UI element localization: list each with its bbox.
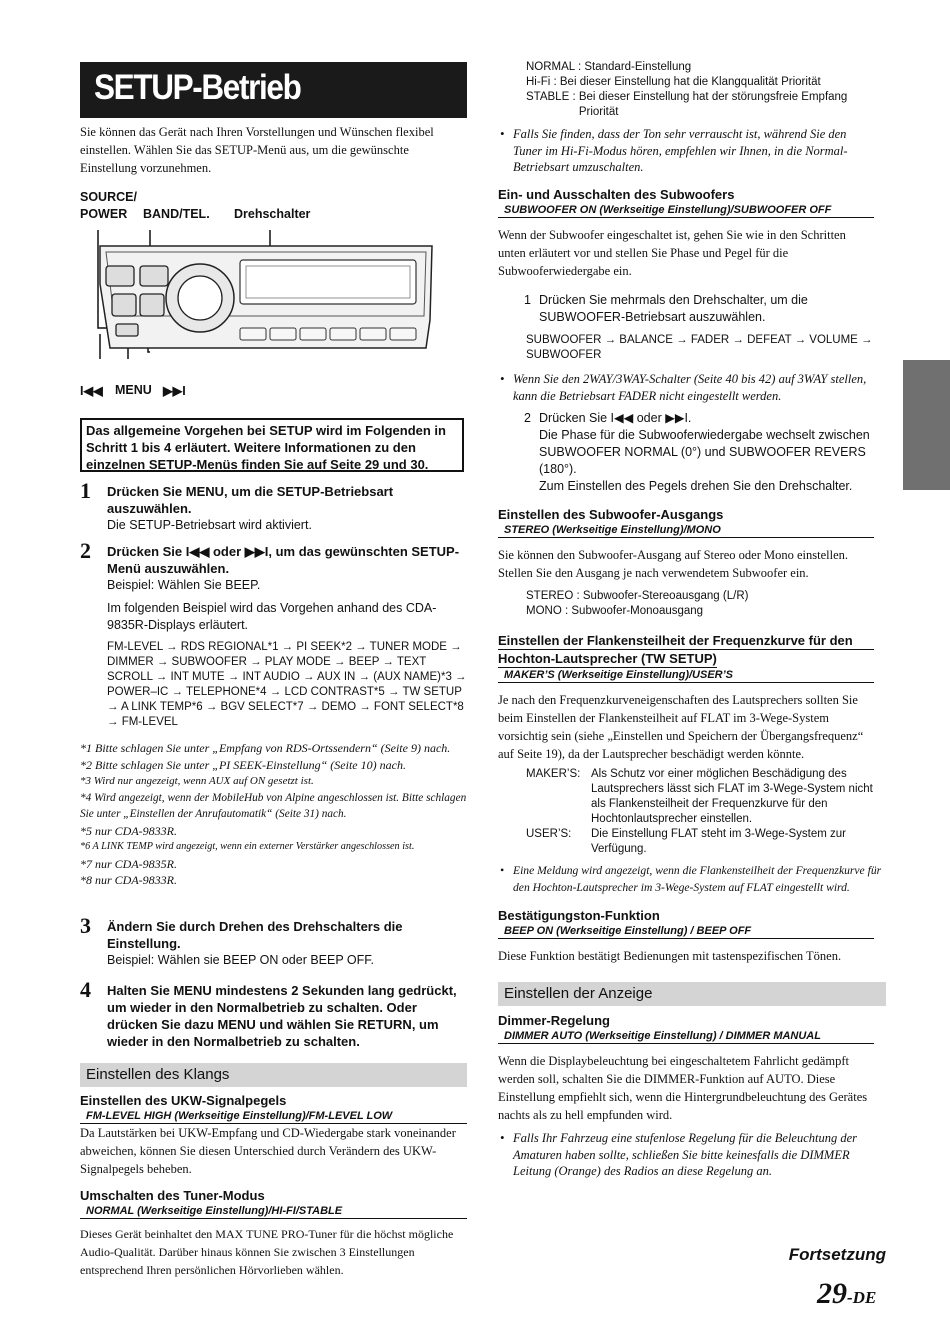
step-1-number: 1 [80, 478, 91, 503]
dimmer-subheading: DIMMER AUTO (Werkseitige Einstellung) / DIMMER MANUAL [498, 1029, 874, 1044]
ukw-body: Da Lautstärken bei UKW-Empfang und CD-Wiedergabe stark voneinander abweichen, können Sie diesen Unterschied durch Verändern des UKW-Signalpegels beheben. [80, 1126, 456, 1176]
step-2-body: Beispiel: Wählen Sie BEEP. [107, 578, 261, 592]
tw-options [526, 767, 886, 857]
step-2-number: 2 [80, 538, 91, 563]
tuner-body: Dieses Gerät beinhaltet den MAX TUNE PRO-Tuner für die höchst mögliche Audio-Qualität. Darüber hinaus können Sie zwischen 3 Einstellungen entsprechend Ihren persönlichen Hörvorlieben wählen. [80, 1227, 454, 1277]
dimmer-note: • Falls Ihr Fahrzeug eine stufenlose Regelung für die Beleuchtung der Amaturen haben sollte, schließen Sie bitte keinesfalls die DIMMER Leitung (Orange) des Radios an diese Regelung an. [500, 1130, 878, 1180]
label-menu: MENU [115, 383, 152, 397]
mode-stable-value: Bei dieser Einstellung hat der störungsfreie Empfang Priorität [578, 91, 848, 118]
mode-normal-value: Standard-Einstellung [584, 61, 692, 73]
tw-users-value: Die Einstellung FLAT steht im 3-Wege-System zur Verfügung. [591, 828, 847, 855]
output-heading: Einstellen des Subwoofer-Ausgangs [498, 507, 724, 522]
step-4-heading: Halten Sie MENU mindestens 2 Sekunden lang gedrückt, um wieder in den Normalbetrieb zu schalten. Oder drücken Sie dazu MENU und wählen Sie RETURN, um wieder in den Normalbetrieb zu schalten. [107, 983, 457, 1049]
output-stereo-key: STEREO : [526, 590, 580, 602]
footnote-2: *2 Bitte schlagen Sie unter „PI SEEK-Einstellung“ (Seite 10) nach. [80, 757, 406, 772]
mode-hifi-key: Hi-Fi : [526, 76, 557, 88]
mode-note-text: Falls Sie finden, dass der Ton sehr verrauscht ist, während Sie den Tuner im Hi-Fi-Modus hören, empfehlen wir Ihnen, in die Normal-Betriebsart umzuschalten. [513, 127, 848, 174]
step-2-extra: Im folgenden Beispiel wird das Vorgehen anhand des CDA-9835R-Displays erläutert. [107, 601, 437, 632]
tuner-subheading: NORMAL (Werkseitige Einstellung)/HI-FI/STABLE [80, 1204, 467, 1219]
step-4-number: 4 [80, 977, 91, 1002]
subwoofer-body: Wenn der Subwoofer eingeschaltet ist, gehen Sie wie in den Schritten unten erläutert vor und stellen Sie Phase und Pegel für die Subwooferwiedergabe ein. [498, 228, 846, 278]
tuner-modes [526, 60, 876, 120]
output-mono-value: Subwoofer-Monoausgang [571, 605, 704, 617]
footnote-8: *8 nur CDA-9833R. [80, 873, 177, 887]
mode-hifi-value: Bei dieser Einstellung hat die Klangqualität Priorität [559, 76, 821, 88]
ukw-heading: Einstellen des UKW-Signalpegels [80, 1093, 287, 1108]
step-2-heading: Drücken Sie I◀◀ oder ▶▶I, um das gewünschten SETUP-Menü auszuwählen. [107, 544, 460, 576]
tw-makers-key: MAKER’S: [526, 768, 581, 780]
tw-note: • Eine Meldung wird angezeigt, wenn die Flankensteilheit der Frequenzkurve für den Hochton-Lautsprecher im 3-Wege-System auf FLAT eingestellt wird. [500, 863, 885, 896]
beep-subheading: BEEP ON (Werkseitige Einstellung) / BEEP OFF [498, 924, 874, 939]
label-power: POWER [80, 207, 128, 221]
mode-stable-key: STABLE : [526, 91, 576, 103]
intro-text: Sie können das Gerät nach Ihren Vorstellungen und Wünschen flexibel einstellen. Wählen Sie das SETUP-Menü aus, um die gewünschte Einstellung vorzunehmen. [80, 125, 434, 175]
subwoofer-note: • Wenn Sie den 2WAY/3WAY-Schalter (Seite 40 bis 42) auf 3WAY stellen, kann die Betriebsart FADER nicht eingestellt werden. [500, 371, 878, 404]
section-anzeige-title: Einstellen der Anzeige [504, 985, 653, 1002]
step-1-heading: Drücken Sie MENU, um die SETUP-Betriebsart auszuwählen. [107, 484, 394, 516]
output-subheading: STEREO (Werkseitige Einstellung)/MONO [498, 523, 874, 538]
section-anzeige [498, 982, 886, 1006]
subwoofer-heading: Ein- und Ausschalten des Subwoofers [498, 187, 735, 202]
dimmer-body: Wenn die Displaybeleuchtung bei eingeschaltetem Fahrlicht gedämpft werden soll, schalten Sie die DIMMER-Funktion auf AUTO. Diese Einstellung empfiehlt sich, wenn die Hintergrundbeleuchtung des Gerätes nachts als zu hell empfunden wird. [498, 1054, 868, 1122]
subwoofer-step-2: Drücken Sie I◀◀ oder ▶▶I. [539, 411, 692, 425]
tw-body: Je nach den Frequenzkurveneigenschaften des Lautsprechers sollten Sie beim Einstellen der Flankensteilheit auf FLAT im 3-Wege-System vorsichtig sein (siehe „Einstellen und Speichern der Übergangsfrequenz“ auf Seite 19), da der Lautsprecher beschädigt werden könnte. [498, 693, 864, 761]
dimmer-heading: Dimmer-Regelung [498, 1013, 610, 1028]
step-3-heading: Ändern Sie durch Drehen des Drehschalters die Einstellung. [107, 919, 403, 951]
footnote-6: *6 A LINK TEMP wird angezeigt, wenn ein externer Verstärker angeschlossen ist. [80, 841, 415, 852]
section-klang [80, 1063, 467, 1087]
output-mono-key: MONO : [526, 605, 569, 617]
label-source: SOURCE/ [80, 190, 137, 204]
mode-note: • Falls Sie finden, dass der Ton sehr verrauscht ist, während Sie den Tuner im Hi-Fi-Modus hören, empfehlen wir Ihnen, in die Normal-Betriebsart umzuschalten. [500, 126, 870, 176]
footnotes [80, 740, 470, 889]
ukw-subheading: FM-LEVEL HIGH (Werkseitige Einstellung)/FM-LEVEL LOW [80, 1109, 467, 1124]
beep-heading: Bestätigungston-Funktion [498, 908, 660, 923]
footnote-3: *3 Wird nur angezeigt, wenn AUX auf ON gesetzt ist. [80, 775, 314, 787]
step-3-number: 3 [80, 913, 91, 938]
mode-normal-key: NORMAL : [526, 61, 582, 73]
subwoofer-step-2-body2: Zum Einstellen des Pegels drehen Sie den Drehschalter. [539, 479, 853, 493]
tw-makers-value: Als Schutz vor einer möglichen Beschädigung des Lautsprechers lässt sich FLAT im 3-Wege-System nicht als Flankensteilheit der Frequenzkurve für den Hochtonlautsprecher einstellen. [591, 768, 873, 825]
subwoofer-step-2-body: Die Phase für die Subwooferwiedergabe wechselt zwischen SUBWOOFER NORMAL (0°) und SUBWOOFER REVERS (180°). [539, 428, 870, 476]
page-suffix: -DE [847, 1288, 877, 1307]
tuner-heading: Umschalten des Tuner-Modus [80, 1188, 265, 1203]
subwoofer-step-1: Drücken Sie mehrmals den Drehschalter, um die SUBWOOFER-Betriebsart auszuwählen. [539, 293, 808, 324]
footnote-5: *5 nur CDA-9833R. [80, 823, 177, 838]
subwoofer-sequence: SUBWOOFER → BALANCE → FADER → DEFEAT → VOLUME → SUBWOOFER [526, 334, 873, 361]
subwoofer-subheading: SUBWOOFER ON (Werkseitige Einstellung)/SUBWOOFER OFF [498, 203, 874, 218]
page-title: SETUP-Betrieb [94, 68, 301, 107]
tw-users-key: USER’S: [526, 828, 572, 840]
dimmer-note-text: Falls Ihr Fahrzeug eine stufenlose Regelung für die Beleuchtung der Amaturen haben sollte, schließen Sie bitte keinesfalls die DIMMER Leitung (Orange) des Radios an diese Regelung an. [513, 1131, 858, 1178]
notice-box: Das allgemeine Vorgehen bei SETUP wird im Folgenden in Schritt 1 bis 4 erläutert. Weitere Informationen zu den einzelnen SETUP-Menüs finden Sie auf Seite 29 und 30. [80, 418, 464, 472]
tw-heading-2: Hochton-Lautsprecher (TW SETUP) [498, 651, 717, 666]
page-number-value: 29 [817, 1277, 847, 1310]
label-band: BAND/TEL. [143, 207, 210, 221]
chapter-tab [903, 360, 950, 490]
label-drehschalter: Drehschalter [234, 207, 311, 221]
output-body: Sie können den Subwoofer-Ausgang auf Stereo oder Mono einstellen. Stellen Sie den Ausgang je nach verwendetem Subwoofer ein. [498, 548, 849, 580]
tw-note-text: Eine Meldung wird angezeigt, wenn die Flankensteilheit der Frequenzkurve für den Hochton-Lautsprecher im 3-Wege-System auf FLAT eingestellt wird. [513, 864, 882, 894]
setup-menu-sequence: FM-LEVEL → RDS REGIONAL*1 → PI SEEK*2 → TUNER MODE → DIMMER → SUBWOOFER → PLAY MODE → BEEP → TEXT SCROLL → INT MUTE → INT AUDIO → AUX IN → (AUX NAME)*3 → POWER–IC → TELEPHONE*4 → LCD CONTRAST*5 → TW SETUP → A LINK TEMP*6 → BGV SELECT*7 → DEMO → FONT SELECT*8 → FM-LEVEL [107, 641, 467, 728]
page-number [817, 1277, 876, 1311]
tw-subheading: MAKER’S (Werkseitige Einstellung)/USER’S [498, 668, 874, 683]
output-stereo-value: Subwoofer-Stereoausgang (L/R) [582, 590, 749, 602]
subwoofer-note-text: Wenn Sie den 2WAY/3WAY-Schalter (Seite 40 bis 42) auf 3WAY stellen, kann die Betriebsart FADER nicht eingestellt werden. [513, 372, 867, 403]
continued-label: Fortsetzung [788, 1245, 886, 1264]
label-prev: I◀◀ [80, 384, 103, 398]
footnote-7: *7 nur CDA-9835R. [80, 856, 177, 871]
beep-body: Diese Funktion bestätigt Bedienungen mit tastenspezifischen Tönen. [498, 949, 842, 963]
step-3-body: Beispiel: Wählen sie BEEP ON oder BEEP OFF. [107, 953, 375, 967]
output-options [526, 589, 876, 619]
tw-heading-1: Einstellen der Flankensteilheit der Frequenzkurve für den [498, 633, 874, 650]
section-klang-title: Einstellen des Klangs [86, 1066, 230, 1083]
title-bar [80, 62, 467, 118]
label-next: ▶▶I [163, 384, 186, 398]
footnote-1: *1 Bitte schlagen Sie unter „Empfang von RDS-Ortssendern“ (Seite 9) nach. [80, 741, 451, 755]
head-unit-illustration [80, 224, 450, 384]
step-1-body: Die SETUP-Betriebsart wird aktiviert. [107, 518, 312, 532]
footnote-4: *4 Wird angezeigt, wenn der MobileHub von Alpine angeschlossen ist. Bitte schlagen Sie unter „Einstellen der Anrufautomatik“ (Seite 31) nach. [80, 791, 467, 820]
